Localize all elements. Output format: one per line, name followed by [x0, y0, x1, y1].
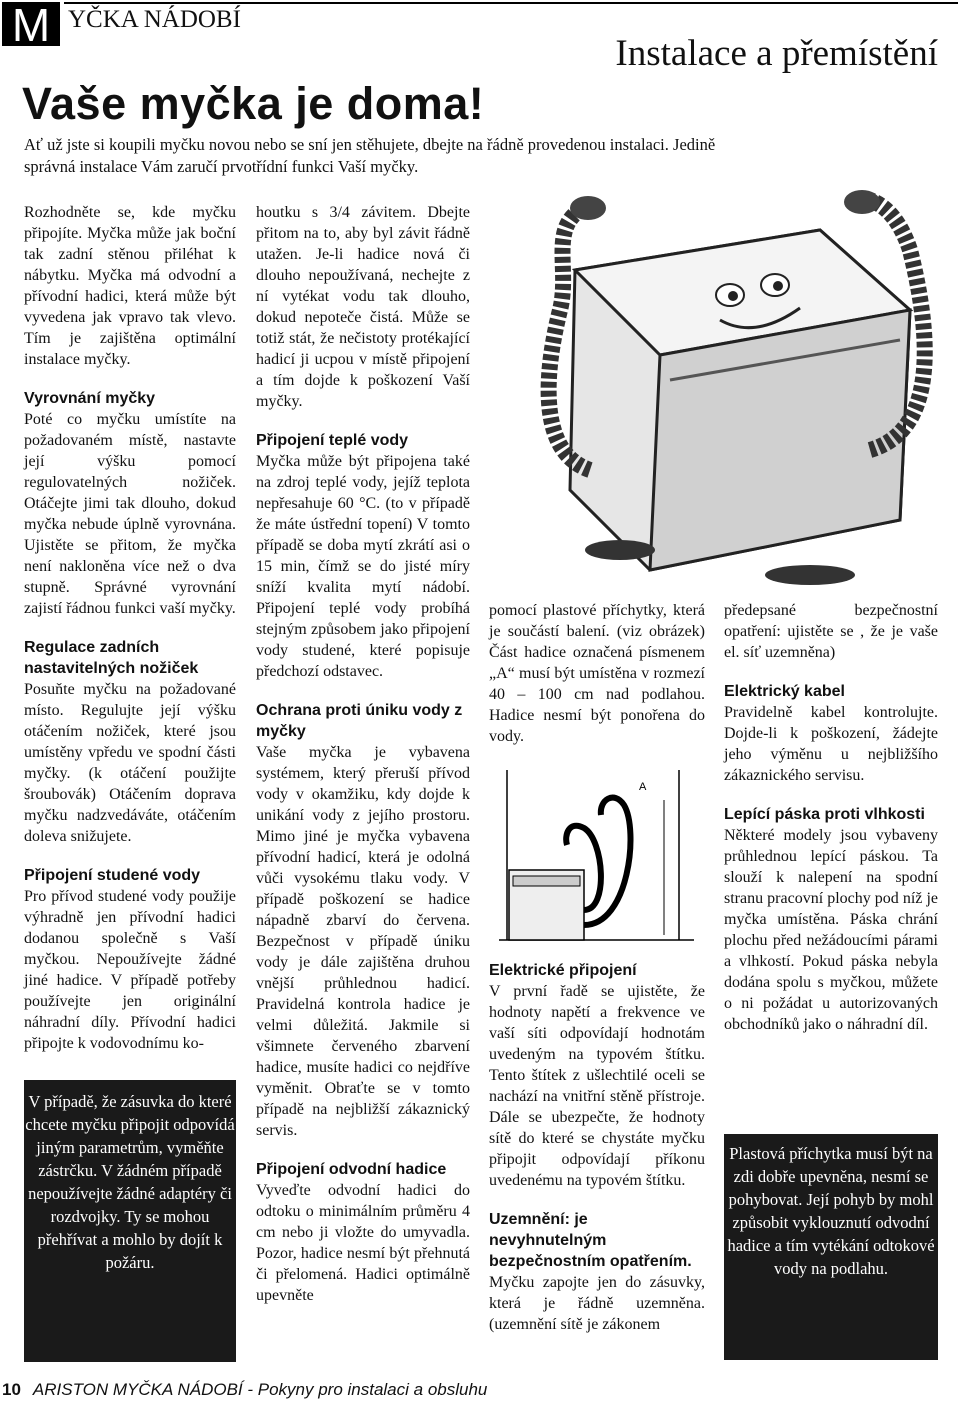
- heading-grounding: Uzemnění: je nevyhnutelným bezpečnostním opatřením.: [489, 1211, 692, 1270]
- brand-title: YČKA NÁDOBÍ: [68, 6, 241, 33]
- heading-hot-water: Připojení teplé vody: [256, 432, 409, 449]
- column-1: [24, 202, 236, 1054]
- page-footer: [2, 1380, 487, 1400]
- section-initial: M: [2, 2, 60, 46]
- drain-hose-diagram: [489, 760, 709, 945]
- paragraph-drain-hose: Vyveďte odvodní hadici do odtoku o minimálním průměru 4 cm nebo ji vložte do umyvadla. Pozor, hadice nesmí být přehnutá či přelomená. Hadici optimálně upevněte: [256, 1182, 470, 1304]
- intro-text: Ať už jste si koupili myčku novou nebo se sní jen stěhujete, dbejte na řádně provedenou instalaci. Jedině správná instalace Vám zaručí prvotřídní funkci Vaší myčky.: [24, 135, 716, 176]
- section-title: Instalace a přemístění: [615, 33, 938, 74]
- paragraph-hot-water: Myčka může být připojena také na zdroj teplé vody, jejíž teplota nepřesahuje 60 °C. (to v případě že máte ústřední topení) V tomto případě se doba mytí zkrátí asi o 15 min, čímž se do jisté míry sníží kvalita mytí nádobí. Připojení teplé vody probíhá stejným způsobem jako připojení vody studené, které popisuje předchozí odstavec.: [256, 453, 470, 680]
- heading-rear-feet: Regulace zadních nastavitelných nožiček: [24, 639, 199, 677]
- paragraph-cold-water: Pro přívod studené vody použije výhradně jen přívodní hadici dodanou společně s Vaší myčkou. Nepoužívejte žádné jiné hadice. V případě potřeby používejte jen originální náhradní díly. Přívodní hadici připojte k vodovodnímu ko-: [24, 888, 236, 1052]
- column-4: [724, 600, 938, 1035]
- paragraph-moisture-tape: Některé modely jsou vybaveny průhlednou lepící páskou. Ta slouží k nalepení na spodní stranu pracovní plochy pod níž je myčka umístěna. Páska chrání plochu před nežádoucími párami a vlhkostí. Pokud páska nebyla dodána spolu s myčkou, můžete o ni požádat u autorizovaných obchodníků jako o náhradní díl.: [724, 827, 938, 1033]
- warning-box-socket: V případě, že zásuvka do které chcete myčku připojit odpovídá jiným parametrům, vyměňte zástrčku. V žádném případě nepoužívejte žádné adaptéry či rozdvojky. Ty se mohou přehřívat a mohlo by dojít k požáru.: [24, 1080, 236, 1362]
- paragraph-placement: Rozhodněte se, kde myčku připojíte. Myčka může jak boční tak zadní stěnou přiléhat k nábytku. Myčka má odvodní a přívodní hadici, která může být vyvedena jak vpravo tak vlevo. Tím je zajištěna optimální instalace myčky.: [24, 204, 236, 368]
- heading-drain-hose: Připojení odvodní hadice: [256, 1161, 447, 1178]
- page-number: 10: [2, 1380, 21, 1399]
- warning-box-clip: Plastová příchytka musí být na zdi dobře upevněna, nesmí se pohybovat. Její pohyb by mohl způsobit vyklouznutí odvodní hadice a tím vytékání odtokové vody na podlahu.: [724, 1134, 938, 1360]
- heading-electrical: Elektrické připojení: [489, 962, 637, 979]
- page-headline: Vaše myčka je doma!: [22, 78, 485, 129]
- footer-text: ARISTON MYČKA NÁDOBÍ - Pokyny pro instalaci a obsluhu: [32, 1380, 488, 1399]
- column-3: [489, 600, 705, 747]
- heading-cable: Elektrický kabel: [724, 683, 845, 700]
- column-3-lower: [489, 960, 705, 1335]
- heading-cold-water: Připojení studené vody: [24, 867, 201, 884]
- paragraph-cable: Pravidelně kabel kontrolujte. Dojde-li k poškození, žádejte jeho výměnu u nejbližšího zákaznického servisu.: [724, 704, 938, 784]
- paragraph-drain-clip: pomocí plastové příchytky, která je součástí balení. (viz obrázek) Část hadice označená písmenem „A“ musí být umístěna v rozmezí 40 – 100 cm nad podlahou. Hadice nesmí být ponořena do vody.: [489, 602, 705, 745]
- paragraph-connection: houtku s 3/4 závitem. Dbejte přitom na to, aby byl závit řádně utažen. Je-li hadice nová či dlouho nepoužívaná, nechejte z ní vytékat vodu tak dlouho, dokud nepoteče čistá. Může se totiž stát, že nečistoty protékající hadicí ji ucpou v místě připojení a tím dojde k poškození Vaší myčky.: [256, 204, 470, 410]
- paragraph-rear-feet: Posuňte myčku na požadované místo. Regulujte její výšku otáčením nožiček, které jsou umístěny vpředu ve spodní části myčky. (k otáčení použijte šroubovák) Otáčením doprava myčku nadzvedáváte, otáčením doleva snižujete.: [24, 681, 236, 845]
- header-rule: [64, 2, 958, 4]
- paragraph-electrical: V první řadě se ujistěte, že hodnoty napětí a frekvence ve vaší síti odpovídají hodnotám uvedeným na typovém štítku. Tento štítek z ušlechtilé oceli se nachází na vnitřní stěně přístroje. Dále se ubezpečte, že hodnoty sítě do které se chystáte myčku připojit odpovídají příkonu uvedenému na typovém štítku.: [489, 983, 705, 1189]
- heading-leak-protection: Ochrana proti úniku vody z myčky: [256, 702, 463, 740]
- heading-leveling: Vyrovnání myčky: [24, 390, 156, 407]
- paragraph-leak-protection: Vaše myčka je vybavena systémem, který přeruší přívod vody v okamžiku, kdy dojde k unikání vody z jejího prostoru. Mimo jiné je myčka vybavena přívodní hadicí, která je odolná vůči vysokému tlaku vody. V případě poškození se hadice nápadně zbarví do červena. Bezpečnost v případě úniku vody je dále zajištěna druhou vnější průhlednou hadicí. Pravidelná kontrola hadice je velmi důležitá. Jakmile si všimnete červeného zbarvení hadice, musíte hadici co nejdříve vyměnit. Obraťte se v tomto případě na nejbližší zákaznický servis.: [256, 744, 470, 1139]
- paragraph-grounding-cont: předepsané bezpečnostní opatření: ujistěte se , že je vaše el. síť uzemněna): [724, 602, 938, 661]
- paragraph-leveling: Poté co myčku umístíte na požadovaném místě, nastavte její výšku pomocí regulovatelných nožiček. Otáčejte jimi tak dlouho, dokud myčka nebude úplně vyrovnána. Ujistěte se přitom, že myčka není nakloněna více než o dva stupně. Správné vyrovnání zajistí řádnou funkci vaší myčky.: [24, 411, 236, 617]
- heading-moisture-tape: Lepící páska proti vlhkosti: [724, 806, 925, 823]
- figure-label-a: A: [639, 781, 647, 793]
- paragraph-grounding: Myčku zapojte jen do zásuvky, která je řádně uzemněna. (uzemnění sítě je zákonem: [489, 1274, 705, 1333]
- column-2: [256, 202, 470, 1306]
- dishwasher-cartoon-illustration: [490, 190, 940, 590]
